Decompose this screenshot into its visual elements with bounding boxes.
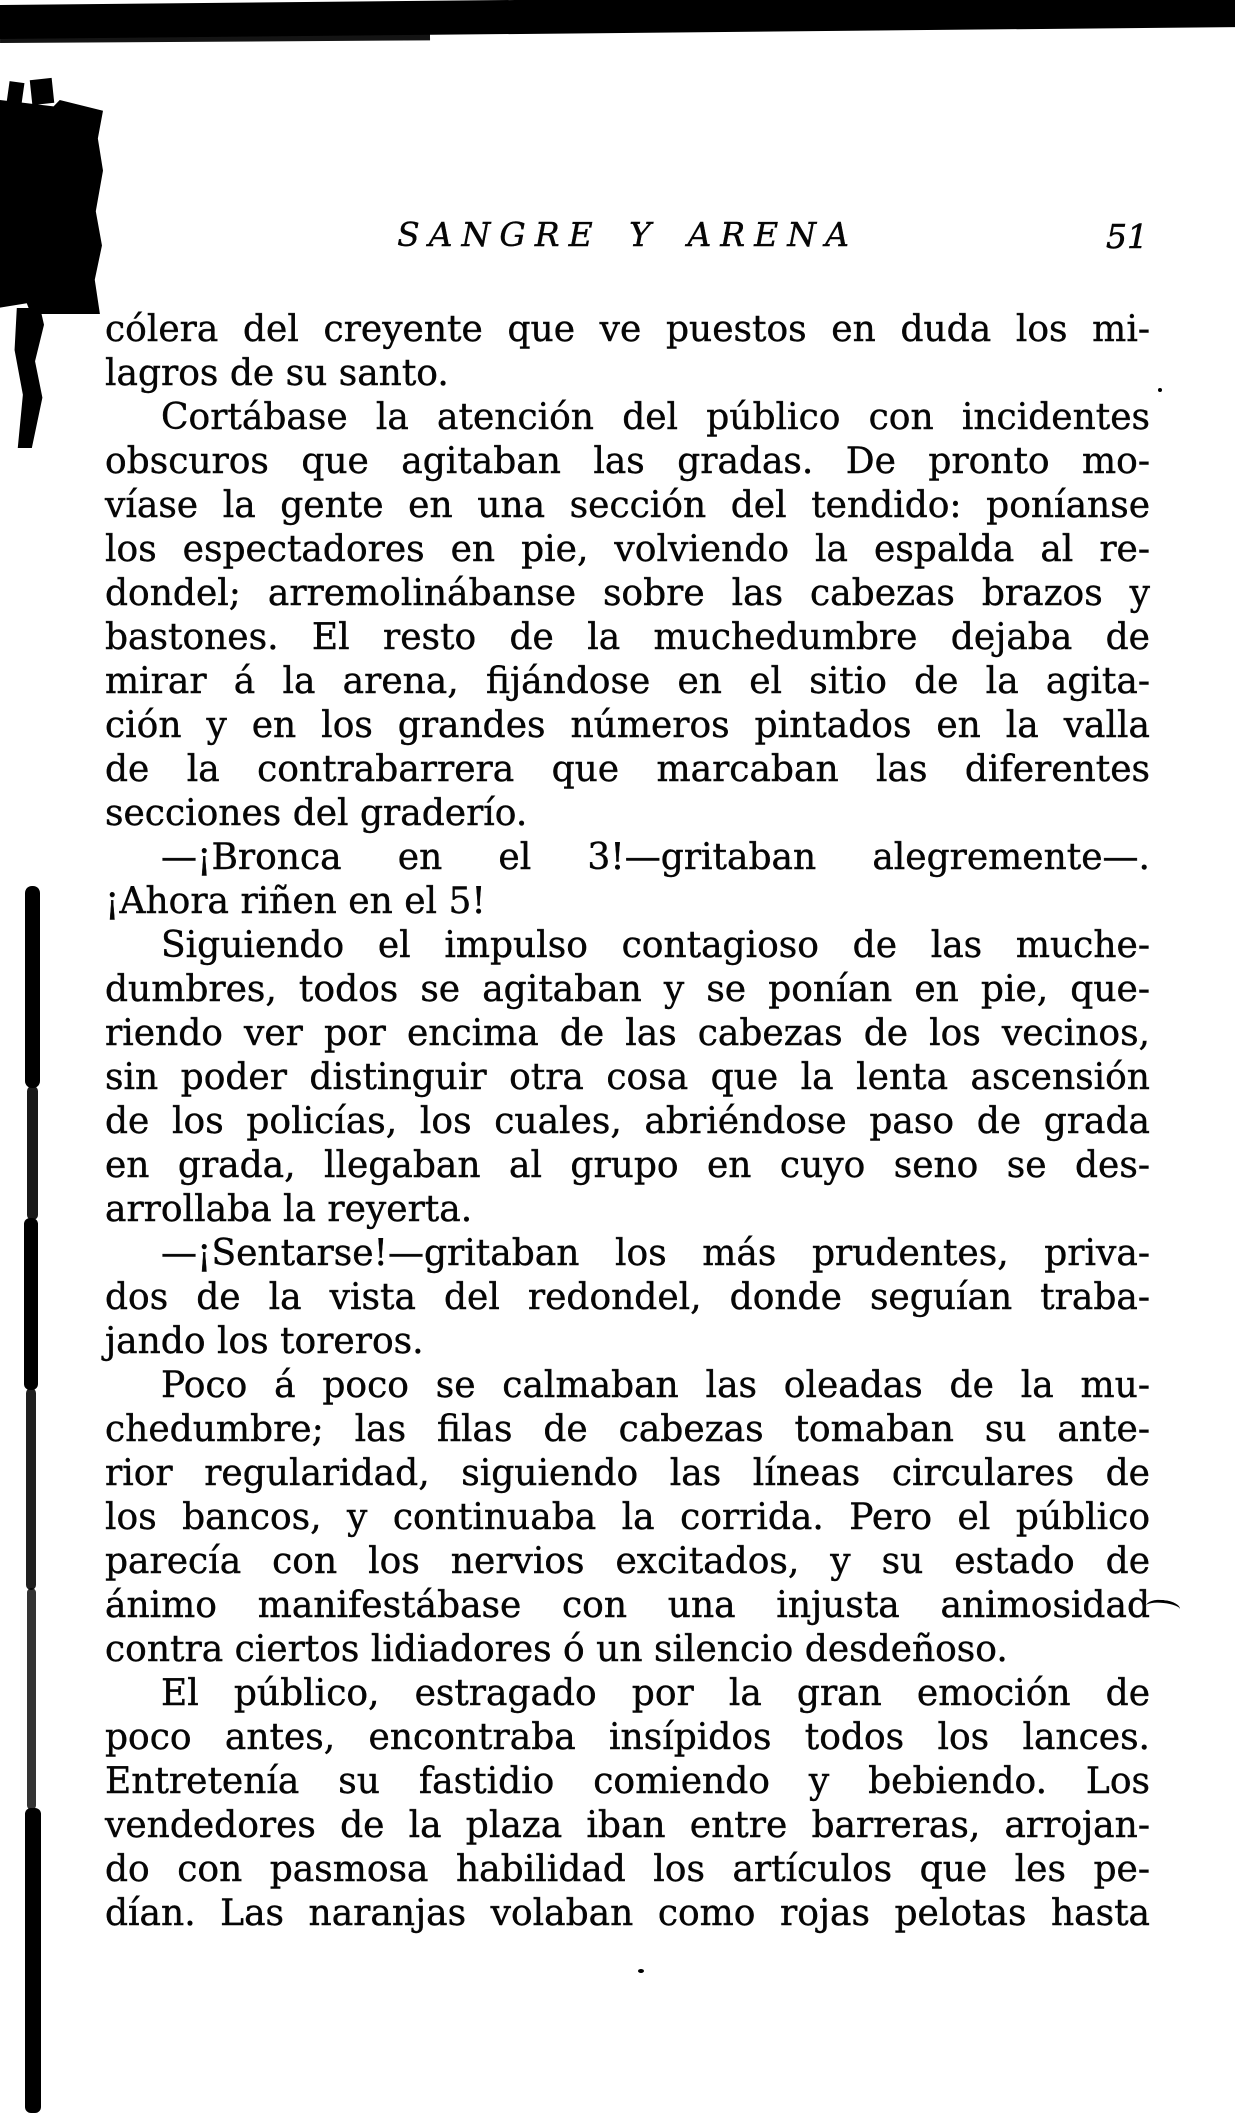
text-line: contra ciertos lidiadores ó un silencio desdeñoso.: [105, 1629, 1008, 1670]
text-line: rior regularidad, siguiendo las líneas circulares de: [105, 1453, 1150, 1494]
page-title: SANGRE Y ARENA: [397, 215, 858, 254]
text-line: en grada, llegaban al grupo en cuyo seno se des-: [105, 1145, 1150, 1186]
text-line: víase la gente en una sección del tendido: poníanse: [105, 485, 1150, 526]
scan-artifact-ink-speck: [7, 81, 25, 105]
text-line: Entretenía su fastidio comiendo y bebiendo. Los: [105, 1761, 1150, 1802]
text-line: bastones. El resto de la muchedumbre dejaba de: [105, 617, 1150, 658]
text-line: Cortábase la atención del público con incidentes: [161, 397, 1150, 438]
text-line: obscuros que agitaban las gradas. De pronto mo-: [105, 441, 1150, 482]
running-header: [105, 214, 1150, 256]
scan-artifact-ink-speck: [30, 78, 54, 105]
scan-artifact-dot: [638, 1969, 644, 1973]
text-line: parecía con los nervios excitados, y su estado de: [105, 1541, 1150, 1582]
text-line: —¡Sentarse!—gritaban los más prudentes, priva-: [161, 1233, 1150, 1274]
page-number: 51: [1106, 217, 1148, 256]
text-line: los bancos, y continuaba la corrida. Pero el público: [105, 1497, 1150, 1538]
text-line: de los policías, los cuales, abriéndose paso de grada: [105, 1101, 1150, 1142]
scan-artifact-top-bar-fringe: [0, 33, 430, 43]
text-line: chedumbre; las filas de cabezas tomaban su ante-: [105, 1409, 1150, 1450]
text-line: ¡Ahora riñen en el 5!: [105, 881, 486, 922]
scan-artifact-ink-blob-tail: [12, 308, 44, 448]
text-line: —¡Bronca en el 3!—gritaban alegremente—.: [161, 837, 1150, 878]
text-line: de la contrabarrera que marcaban las diferentes: [105, 749, 1150, 790]
text-line: El público, estragado por la gran emoción de: [161, 1673, 1150, 1714]
text-line: lagros de su santo.: [105, 353, 449, 394]
text-line: sin poder distinguir otra cosa que la lenta ascensión: [105, 1057, 1150, 1098]
text-line: dumbres, todos se agitaban y se ponían en pie, que-: [105, 969, 1150, 1010]
text-line: mirar á la arena, fijándose en el sitio de la agita-: [105, 661, 1150, 702]
text-line: dondel; arremolinábanse sobre las cabezas brazos y: [105, 573, 1150, 614]
scan-artifact-top-bar: [0, 0, 1235, 39]
scan-artifact-dot: [1158, 388, 1162, 392]
text-line: dos de la vista del redondel, donde seguían traba-: [105, 1277, 1150, 1318]
text-line: dían. Las naranjas volaban como rojas pelotas hasta: [105, 1893, 1150, 1934]
scan-artifact-ink-blob: [0, 100, 103, 314]
text-line: secciones del graderío.: [105, 793, 528, 834]
text-line: arrollaba la reyerta.: [105, 1189, 473, 1230]
text-line: jando los toreros.: [105, 1321, 424, 1362]
scan-artifact-stroke: [1145, 1598, 1180, 1616]
text-line: cólera del creyente que ve puestos en duda los mi-: [105, 309, 1150, 350]
text-line: riendo ver por encima de las cabezas de los vecinos,: [105, 1013, 1150, 1054]
text-line: do con pasmosa habilidad los artículos que les pe-: [105, 1849, 1150, 1890]
text-line: poco antes, encontraba insípidos todos los lances.: [105, 1717, 1150, 1758]
text-line: Siguiendo el impulso contagioso de las muche-: [161, 925, 1150, 966]
text-line: ánimo manifestábase con una injusta animosidad: [105, 1585, 1150, 1626]
text-line: ción y en los grandes números pintados en la valla: [105, 705, 1150, 746]
text-line: Poco á poco se calmaban las oleadas de la mu-: [161, 1365, 1150, 1406]
body-text: [105, 308, 1150, 1936]
text-line: vendedores de la plaza iban entre barreras, arrojan-: [105, 1805, 1150, 1846]
text-line: los espectadores en pie, volviendo la espalda al re-: [105, 529, 1150, 570]
